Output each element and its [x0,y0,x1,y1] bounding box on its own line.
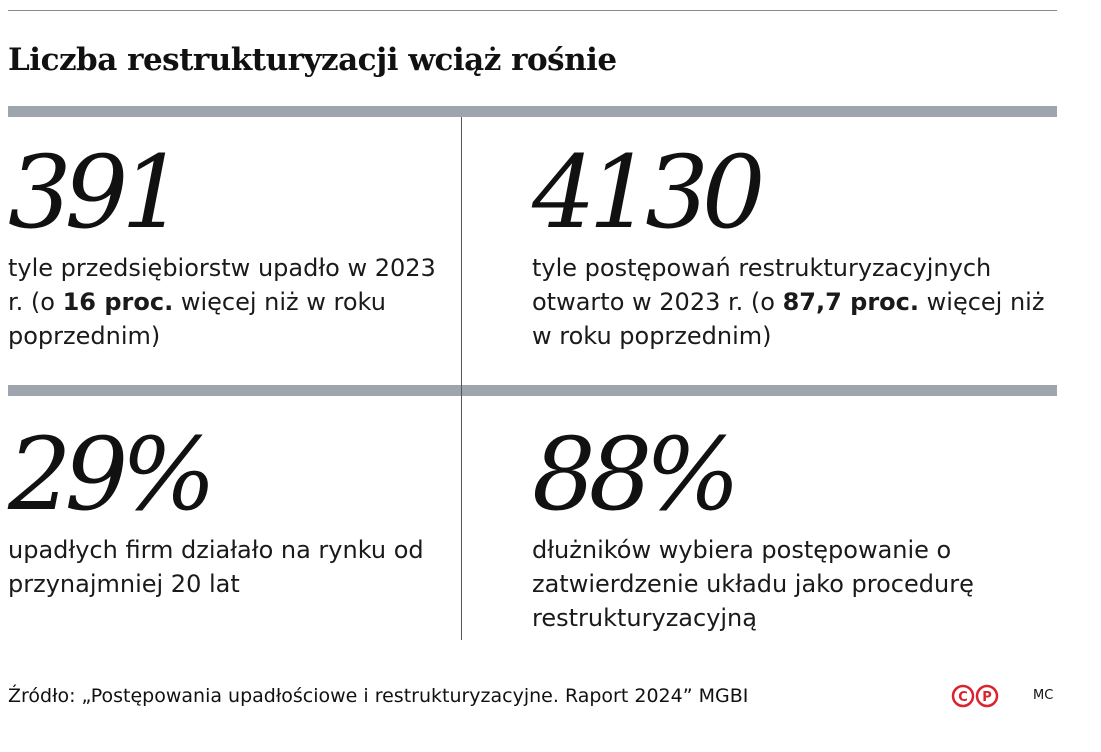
middle-band [8,385,1057,396]
author-initials: MC [1033,688,1054,703]
stat-old-firms [8,416,448,601]
stat-description: upadłych firm działało na rynku od przynajmniej 20 lat [8,536,424,598]
logo-letter: P [982,690,992,705]
copyright-p-icon [975,684,999,708]
stat-highlight: 87,7 proc. [782,288,920,316]
stat-text: więcej niż w roku poprzednim) [8,288,386,350]
stat-description: dłużników wybiera postępowanie o zatwierdzenie układu jako procedurę restrukturyzacyjną [532,536,974,632]
stat-description [532,251,1057,353]
top-rule [8,10,1057,11]
stat-text: tyle postępowań restrukturyzacyjnych otwarto w 2023 r. (o [532,254,992,316]
vertical-divider [461,117,462,640]
stat-text: tyle przedsiębiorstw upadło w 2023 r. (o [8,254,436,316]
logo-letter: C [958,690,968,705]
infographic-title: Liczba restrukturyzacji wciąż rośnie [8,42,617,78]
stat-restructurings [532,134,1057,353]
source-note: Źródło: „Postępowania upadłościowe i restrukturyzacyjne. Raport 2024” MGBI [8,685,749,707]
copyright-c-icon [951,684,975,708]
stat-value: 88% [532,416,734,533]
stat-description [8,251,448,353]
top-band [8,106,1057,117]
stat-value: 391 [8,134,178,251]
stat-debtors [532,416,1057,635]
stat-bankruptcies [8,134,448,353]
stat-value: 4130 [532,134,759,251]
stat-text: więcej niż w roku poprzednim) [532,288,1045,350]
stat-highlight: 16 proc. [62,288,174,316]
stat-value: 29% [8,416,210,533]
